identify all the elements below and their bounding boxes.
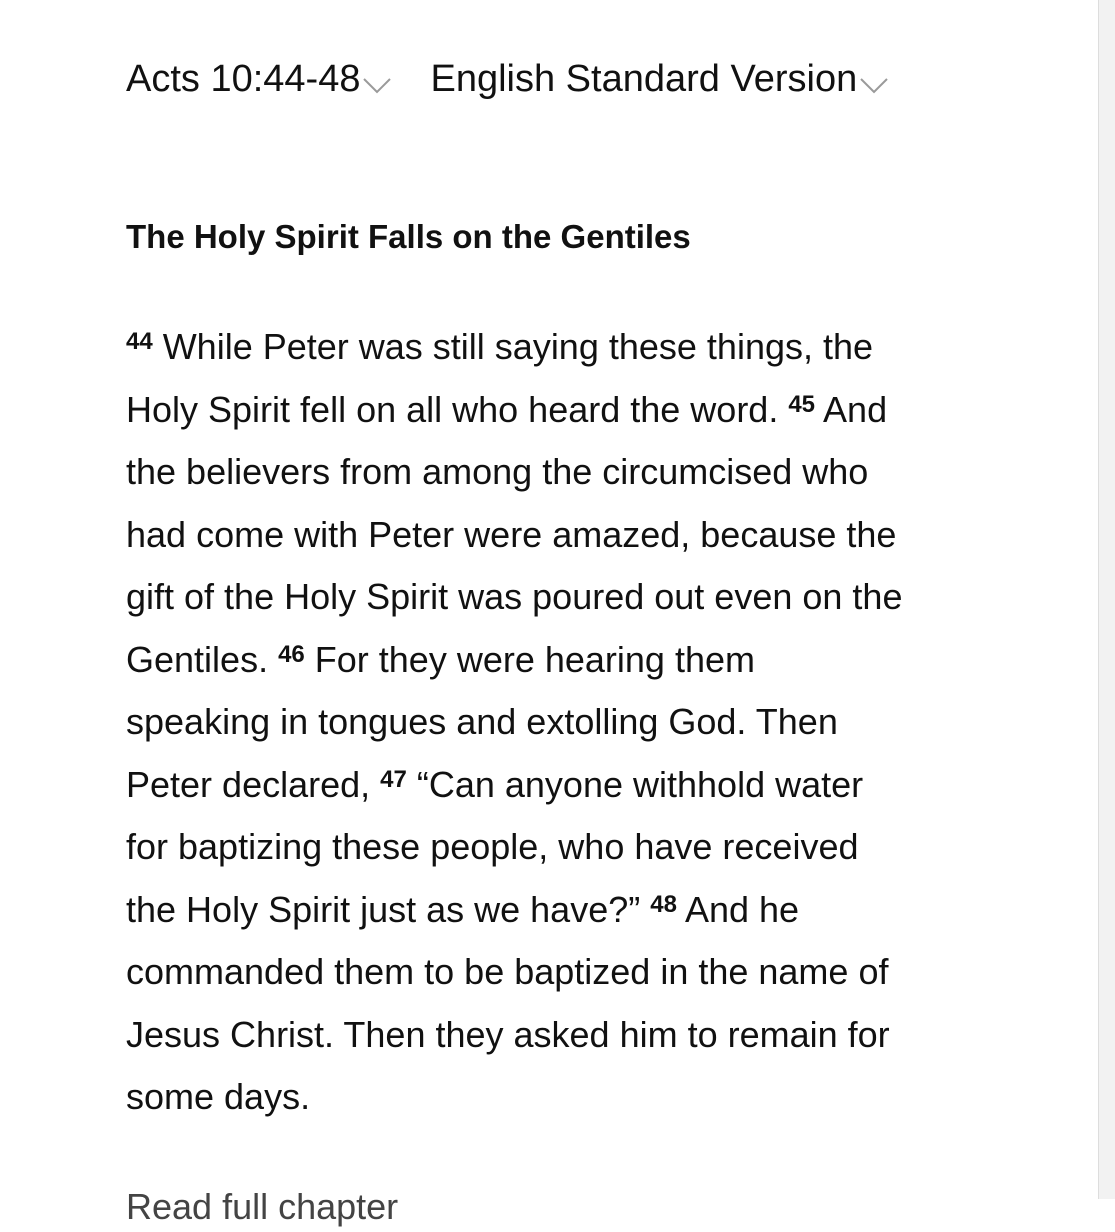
version-label: English Standard Version [430, 58, 858, 100]
verse-text: While Peter was still saying these things, the [152, 326, 874, 367]
verse-text: For they were hearing them [304, 638, 755, 680]
verse-text: speaking in tongues and extolling God. Then [126, 701, 838, 742]
verse-number: 47 [380, 765, 407, 793]
verse-text: And he [676, 888, 800, 930]
verse-text: the Holy Spirit just as we have?” [126, 888, 651, 930]
version-selector[interactable] [430, 54, 889, 104]
passage-selector-bar [126, 54, 889, 104]
read-full-chapter-link[interactable]: Read full chapter [126, 1186, 399, 1227]
verse-text: commanded them to be baptized in the name of [126, 951, 889, 992]
verse-text: Gentiles. [126, 638, 279, 680]
verse-text: for baptizing these people, who have received [126, 826, 859, 867]
verse-text: Jesus Christ. Then they asked him to remain for [126, 1013, 890, 1055]
reference-label: Acts 10:44-48 [126, 58, 361, 100]
verse-number: 44 [126, 328, 153, 355]
chevron-down-icon[interactable] [859, 76, 889, 96]
verse-text: Peter declared, [126, 763, 381, 805]
verse-text: gift of the Holy Spirit was poured out even on the [126, 576, 903, 617]
verse-number: 48 [650, 890, 677, 918]
passage-text [126, 316, 1026, 1129]
verse-number: 45 [788, 390, 816, 418]
verse-text: some days. [126, 1076, 311, 1117]
section-heading: The Holy Spirit Falls on the Gentiles [126, 218, 691, 255]
verse-text: had come with Peter were amazed, because the [126, 513, 897, 555]
verse-text: Holy Spirit fell on all who heard the word. [126, 388, 789, 430]
chevron-down-icon[interactable] [362, 76, 392, 96]
reference-selector[interactable] [126, 54, 392, 104]
verse-text: the believers from among the circumcised who [126, 451, 869, 492]
verse-number: 46 [278, 640, 305, 668]
scrollbar-track[interactable] [1098, 0, 1115, 1199]
verse-text: “Can anyone withhold water [406, 763, 864, 805]
verse-text: And [815, 388, 888, 430]
